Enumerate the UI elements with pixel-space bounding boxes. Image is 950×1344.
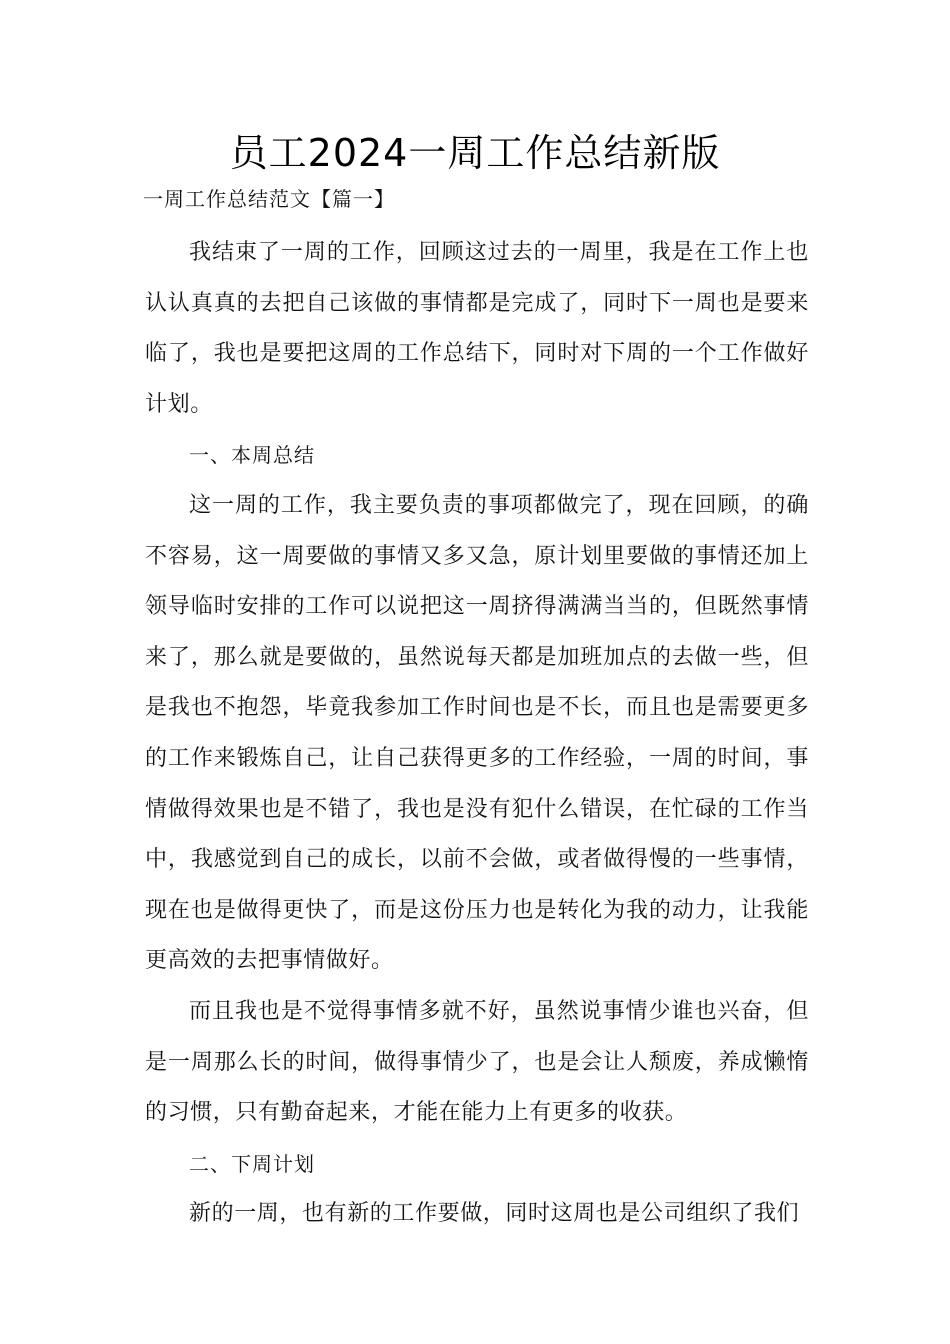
document-body	[145, 228, 809, 1240]
paragraph-plan: 新的一周，也有新的工作要做，同时这周也是公司组织了我们	[189, 1201, 800, 1227]
document-title: 员工2024一周工作总结新版	[229, 131, 721, 175]
paragraph-summary: 这一周的工作，我主要负责的事项都做完了，现在回顾，的确不容易，这一周要做的事情又多又急，原计划里要做的事情还加上领导临时安排的工作可以说把这一周挤得满满当当的，但既然事情来了，那么就是要做的，虽然说每天都是加班加点的去做一些，但是我也不抱怨，毕竟我参加工作时间也是不长，而且也是需要更多的工作来锻炼自己，让自己获得更多的工作经验，一周的时间，事情做得效果也是不错了，我也是没有犯什么错误，在忙碌的工作当中，我感觉到自己的成长，以前不会做，或者做得慢的一些事情，现在也是做得更快了，而是这份压力也是转化为我的动力，让我能更高效的去把事情做好。	[145, 492, 809, 974]
paragraph-intro: 我结束了一周的工作，回顾这过去的一周里，我是在工作上也认认真真的去把自己该做的事情都是完成了，同时下一周也是要来临了，我也是要把这周的工作总结下，同时对下周的一个工作做好计划。	[145, 240, 809, 417]
paragraph-reflection: 而且我也是不觉得事情多就不好，虽然说事情少谁也兴奋，但是一周那么长的时间，做得事情少了，也是会让人颓废，养成懒惰的习惯，只有勤奋起来，才能在能力上有更多的收获。	[145, 998, 809, 1126]
section-heading-summary: 一、本周总结	[189, 443, 315, 468]
section-heading-plan: 二、下周计划	[189, 1151, 315, 1176]
document-subtitle: 一周工作总结范文【篇一】	[143, 187, 395, 211]
